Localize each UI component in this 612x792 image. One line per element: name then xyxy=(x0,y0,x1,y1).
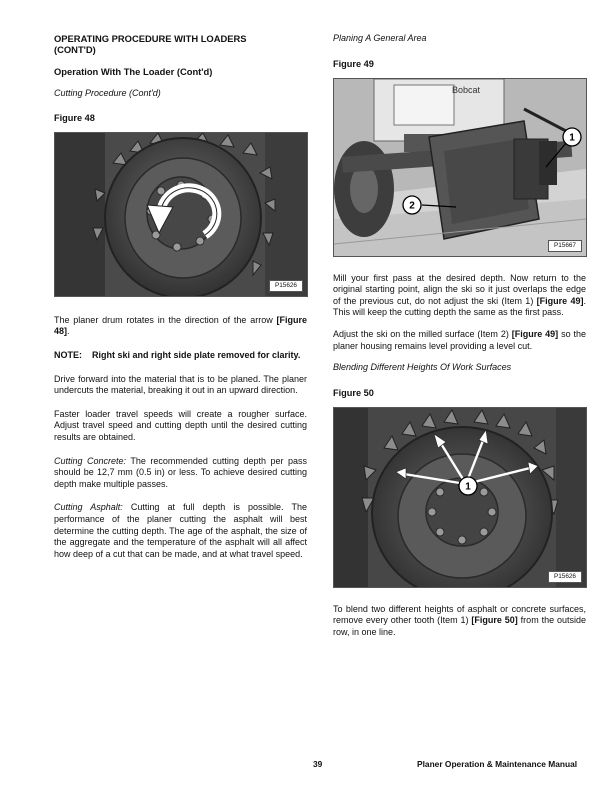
figure-48-label: Figure 48 xyxy=(54,112,95,123)
figure-49-callout-2: 2 xyxy=(409,200,415,212)
cutting-concrete-text: The recommended cutting depth per pass should be 12,7 mm (0.5 in) or less. To achieve desired cutting depth make multiple passes. xyxy=(54,455,307,489)
paragraph-blend-heights-b: from the outside row, in one line. xyxy=(333,615,586,637)
figure-50-label: Figure 50 xyxy=(333,387,374,398)
paragraph-blend-heights-a: To blend two different heights of asphalt or concrete surfaces, remove every other tooth (Item 1) xyxy=(333,603,586,626)
figure-48-photo xyxy=(54,132,308,297)
right-column xyxy=(333,33,586,639)
planer-drum-teeth-illustration xyxy=(334,408,586,587)
figure-49-label: Figure 49 xyxy=(333,58,374,69)
paragraph-adjust-ski xyxy=(333,329,586,352)
figure-49-reference-2: [Figure 49] xyxy=(511,328,559,339)
paragraph-drive-forward: Drive forward into the material that is to be planed. The planer undercuts the material, breaking it out in an upward direction. xyxy=(54,373,307,396)
figure-50-callout-1: 1 xyxy=(465,481,471,493)
cutting-asphalt-lead: Cutting Asphalt: xyxy=(54,502,123,513)
paragraph-cutting-concrete xyxy=(54,456,307,491)
paragraph-blend-heights xyxy=(333,604,586,639)
figure-50-code: P15626 xyxy=(548,571,582,583)
paragraph-cutting-asphalt xyxy=(54,502,307,560)
figure-48-code: P15626 xyxy=(269,280,303,292)
planer-drum-illustration xyxy=(55,133,307,296)
loader-with-planer-illustration xyxy=(334,79,586,256)
paragraph-drum-rotation-end: . xyxy=(67,326,70,337)
manual-title: Planer Operation & Maintenance Manual xyxy=(417,759,578,769)
figure-49-photo xyxy=(333,78,587,257)
cutting-concrete-lead: Cutting Concrete: xyxy=(54,455,127,466)
paragraph-drum-rotation xyxy=(54,315,307,338)
paragraph-first-pass xyxy=(333,273,586,319)
paragraph-first-pass-a: Mill your first pass at the desired depth. Now return to the original starting point, align the ski so it just overlaps the edge of the previous cut, do not adjust the ski (Item 1) xyxy=(333,272,586,306)
note-block xyxy=(54,350,307,362)
section-blending-heights: Blending Different Heights Of Work Surfaces xyxy=(333,362,512,373)
figure-49-reference-1: [Figure 49] xyxy=(536,295,584,306)
paragraph-travel-speed: Faster loader travel speeds will create a rougher surface. Adjust travel speed and cutting depth until the desired cutting results are obtained. xyxy=(54,408,307,442)
subheading: Operation With The Loader (Cont'd) xyxy=(54,65,213,77)
paragraph-drum-rotation-text: The planer drum rotates in the direction of the arrow xyxy=(54,314,273,325)
note-text: Right ski and right side plate removed for clarity. xyxy=(92,350,301,360)
figure-50-reference: [Figure 50] xyxy=(471,615,518,626)
paragraph-adjust-ski-b: so the planer housing remains level providing a level cut. xyxy=(333,328,586,351)
page-number: 39 xyxy=(313,759,323,769)
figure-50-photo xyxy=(333,407,587,588)
paragraph-first-pass-b: . This will keep the cutting depth the same as the first pass. xyxy=(333,295,586,318)
bobcat-logo-text: Bobcat xyxy=(452,84,481,95)
note-label: NOTE: xyxy=(54,350,82,360)
figure-48-reference: [Figure 48] xyxy=(54,314,307,337)
section-planing-general-area: Planing A General Area xyxy=(333,33,427,43)
section-heading: OPERATING PROCEDURE WITH LOADERS (CONT'D) xyxy=(54,33,247,56)
figure-49-code: P15667 xyxy=(548,240,582,252)
left-column xyxy=(54,33,307,560)
section-title: Cutting Procedure (Cont'd) xyxy=(54,88,161,99)
figure-49-callout-1: 1 xyxy=(569,132,575,144)
cutting-asphalt-text: Cutting at full depth is possible. The performance of the planer cutting the asphalt will best determine the cutting depth. The age of the asphalt, the size of the aggregate and the temperature of the asphalt will all affect how deep of a cut that can be made, and at what travel speed. xyxy=(54,502,307,559)
paragraph-adjust-ski-a: Adjust the ski on the milled surface (Item 2) xyxy=(333,328,512,339)
